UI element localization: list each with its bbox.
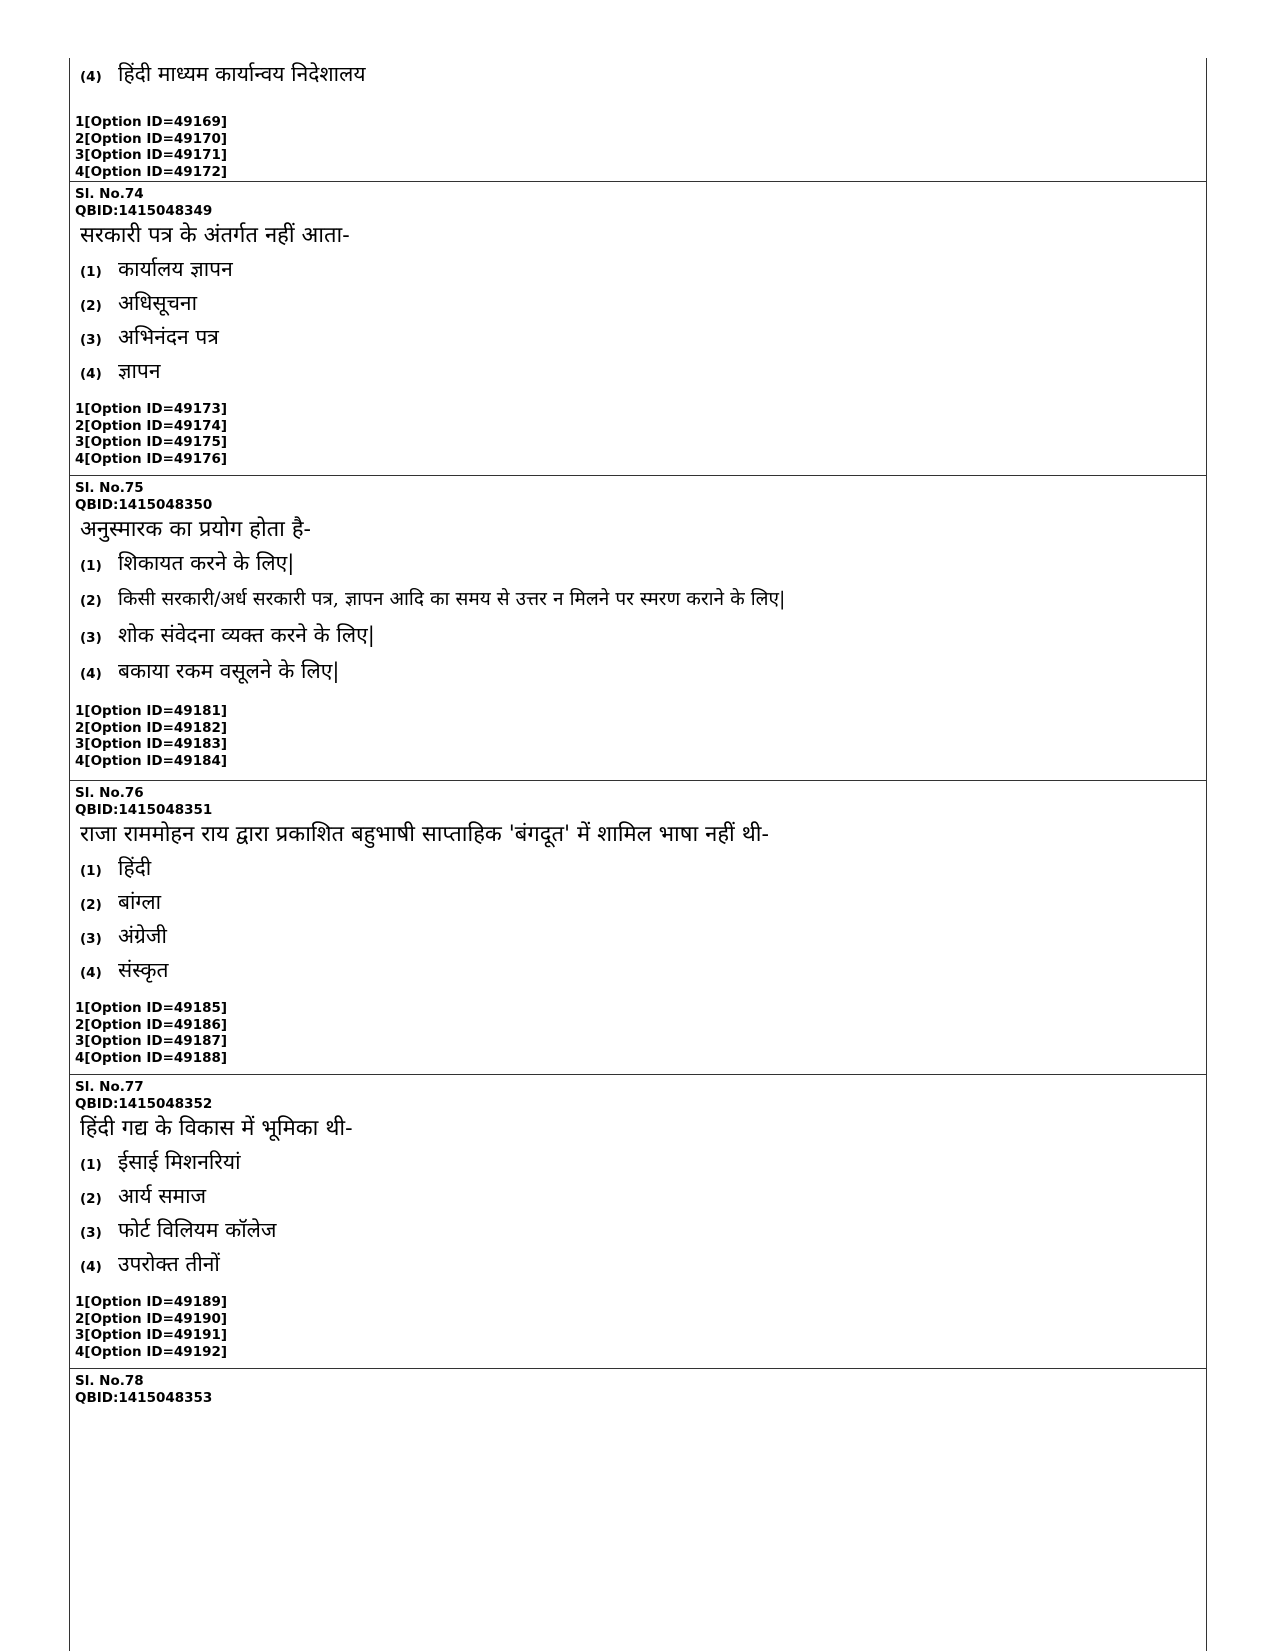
question-text: सरकारी पत्र के अंतर्गत नहीं आता- xyxy=(80,223,350,248)
option-number: (3) xyxy=(80,332,102,348)
option-text: हिंदी xyxy=(118,856,152,880)
option-number: (4) xyxy=(80,366,102,382)
question-block-75 xyxy=(70,476,1206,781)
option-id-list xyxy=(75,1294,1206,1362)
option-number: (4) xyxy=(80,1259,102,1275)
option-row xyxy=(80,549,1206,585)
option-number: (3) xyxy=(80,1225,102,1241)
option-row xyxy=(80,357,1206,391)
option-number: (3) xyxy=(80,931,102,947)
option-id: 2[Option ID=49182] xyxy=(75,719,228,736)
option-row xyxy=(80,255,1206,289)
option-text: उपरोक्त तीनों xyxy=(118,1252,220,1276)
option-id: 3[Option ID=49175] xyxy=(75,434,228,450)
option-id: 4[Option ID=49184] xyxy=(75,752,228,769)
option-number: (2) xyxy=(80,897,102,913)
option-id: 2[Option ID=49186] xyxy=(75,1016,228,1033)
option-text: फोर्ट विलियम कॉलेज xyxy=(118,1218,277,1242)
option-row xyxy=(80,657,1206,693)
option-id: 3[Option ID=49183] xyxy=(75,736,228,752)
qbid: QBID:1415048353 xyxy=(75,1389,213,1406)
option-row xyxy=(80,922,1206,956)
option-id: 4[Option ID=49192] xyxy=(75,1343,228,1360)
option-row xyxy=(80,1148,1206,1182)
option-text: ईसाई मिशनरियां xyxy=(118,1150,241,1174)
qbid: QBID:1415048352 xyxy=(75,1095,213,1112)
option-number: (2) xyxy=(80,1191,102,1207)
qbid: QBID:1415048350 xyxy=(75,496,213,513)
option-id-list xyxy=(75,1000,1206,1068)
serial-number: Sl. No.78 xyxy=(75,1373,144,1389)
option-number: (1) xyxy=(80,1157,102,1173)
option-number: (4) xyxy=(80,965,102,981)
option-id: 1[Option ID=49173] xyxy=(75,401,228,417)
option-number: (1) xyxy=(80,558,102,574)
serial-number: Sl. No.75 xyxy=(75,480,144,496)
option-id-list xyxy=(75,401,1206,469)
option-id: 1[Option ID=49185] xyxy=(75,1000,228,1016)
serial-number: Sl. No.74 xyxy=(75,186,144,202)
option-row xyxy=(80,1182,1206,1216)
option-id: 3[Option ID=49187] xyxy=(75,1033,228,1049)
option-row xyxy=(80,956,1206,990)
option-text: किसी सरकारी/अर्ध सरकारी पत्र, ज्ञापन आदि का समय से उत्तर न मिलने पर स्मरण कराने के लिए| xyxy=(118,588,786,610)
option-text: अंग्रेजी xyxy=(118,924,167,948)
option-row xyxy=(80,621,1206,657)
question-paper-frame xyxy=(69,58,1207,1651)
qbid: QBID:1415048351 xyxy=(75,801,213,818)
option-text: बांग्ला xyxy=(118,890,162,914)
option-number: (3) xyxy=(80,630,102,646)
option-row xyxy=(80,888,1206,922)
option-text: संस्कृत xyxy=(118,958,169,982)
question-block-78 xyxy=(70,1369,1206,1406)
option-id: 2[Option ID=49174] xyxy=(75,417,228,434)
question-text: अनुस्मारक का प्रयोग होता है- xyxy=(80,517,311,542)
option-row xyxy=(80,323,1206,357)
option-id: 1[Option ID=49169] xyxy=(75,114,228,130)
option-row xyxy=(80,1250,1206,1284)
option-id: 2[Option ID=49170] xyxy=(75,130,228,147)
question-text: राजा राममोहन राय द्वारा प्रकाशित बहुभाषी साप्ताहिक 'बंगदूत' में शामिल भाषा नहीं थी- xyxy=(80,822,769,847)
option-row xyxy=(80,60,1206,94)
option-text: शिकायत करने के लिए| xyxy=(118,551,295,575)
option-row xyxy=(80,1216,1206,1250)
option-id: 1[Option ID=49189] xyxy=(75,1294,228,1310)
option-text: हिंदी माध्यम कार्यान्वय निदेशालय xyxy=(118,62,366,86)
question-block-73-tail xyxy=(70,58,1206,182)
option-id: 4[Option ID=49176] xyxy=(75,450,228,467)
option-row xyxy=(80,585,1206,621)
option-id: 4[Option ID=49172] xyxy=(75,163,228,180)
question-block-74 xyxy=(70,182,1206,476)
option-id: 3[Option ID=49171] xyxy=(75,147,228,163)
option-text: कार्यालय ज्ञापन xyxy=(118,257,233,281)
option-text: अधिसूचना xyxy=(118,291,198,315)
serial-number: Sl. No.77 xyxy=(75,1079,144,1095)
option-text: ज्ञापन xyxy=(118,359,161,383)
question-block-76 xyxy=(70,781,1206,1075)
option-number: (2) xyxy=(80,298,102,314)
option-id: 1[Option ID=49181] xyxy=(75,703,228,719)
serial-number: Sl. No.76 xyxy=(75,785,144,801)
qbid: QBID:1415048349 xyxy=(75,202,213,219)
option-id-list xyxy=(75,114,1206,182)
option-number: (1) xyxy=(80,863,102,879)
option-row xyxy=(80,854,1206,888)
option-text: आर्य समाज xyxy=(118,1184,207,1208)
option-id: 2[Option ID=49190] xyxy=(75,1310,228,1327)
option-number: (4) xyxy=(80,666,102,682)
option-text: बकाया रकम वसूलने के लिए| xyxy=(118,659,340,683)
option-id-list xyxy=(75,703,1206,771)
option-number: (1) xyxy=(80,264,102,280)
option-row xyxy=(80,289,1206,323)
option-id: 4[Option ID=49188] xyxy=(75,1049,228,1066)
option-text: अभिनंदन पत्र xyxy=(118,325,219,349)
option-id: 3[Option ID=49191] xyxy=(75,1327,228,1343)
option-number: (4) xyxy=(80,69,102,85)
option-text: शोक संवेदना व्यक्त करने के लिए| xyxy=(118,623,375,647)
option-number: (2) xyxy=(80,593,102,609)
question-text: हिंदी गद्य के विकास में भूमिका थी- xyxy=(80,1116,353,1141)
question-block-77 xyxy=(70,1075,1206,1369)
